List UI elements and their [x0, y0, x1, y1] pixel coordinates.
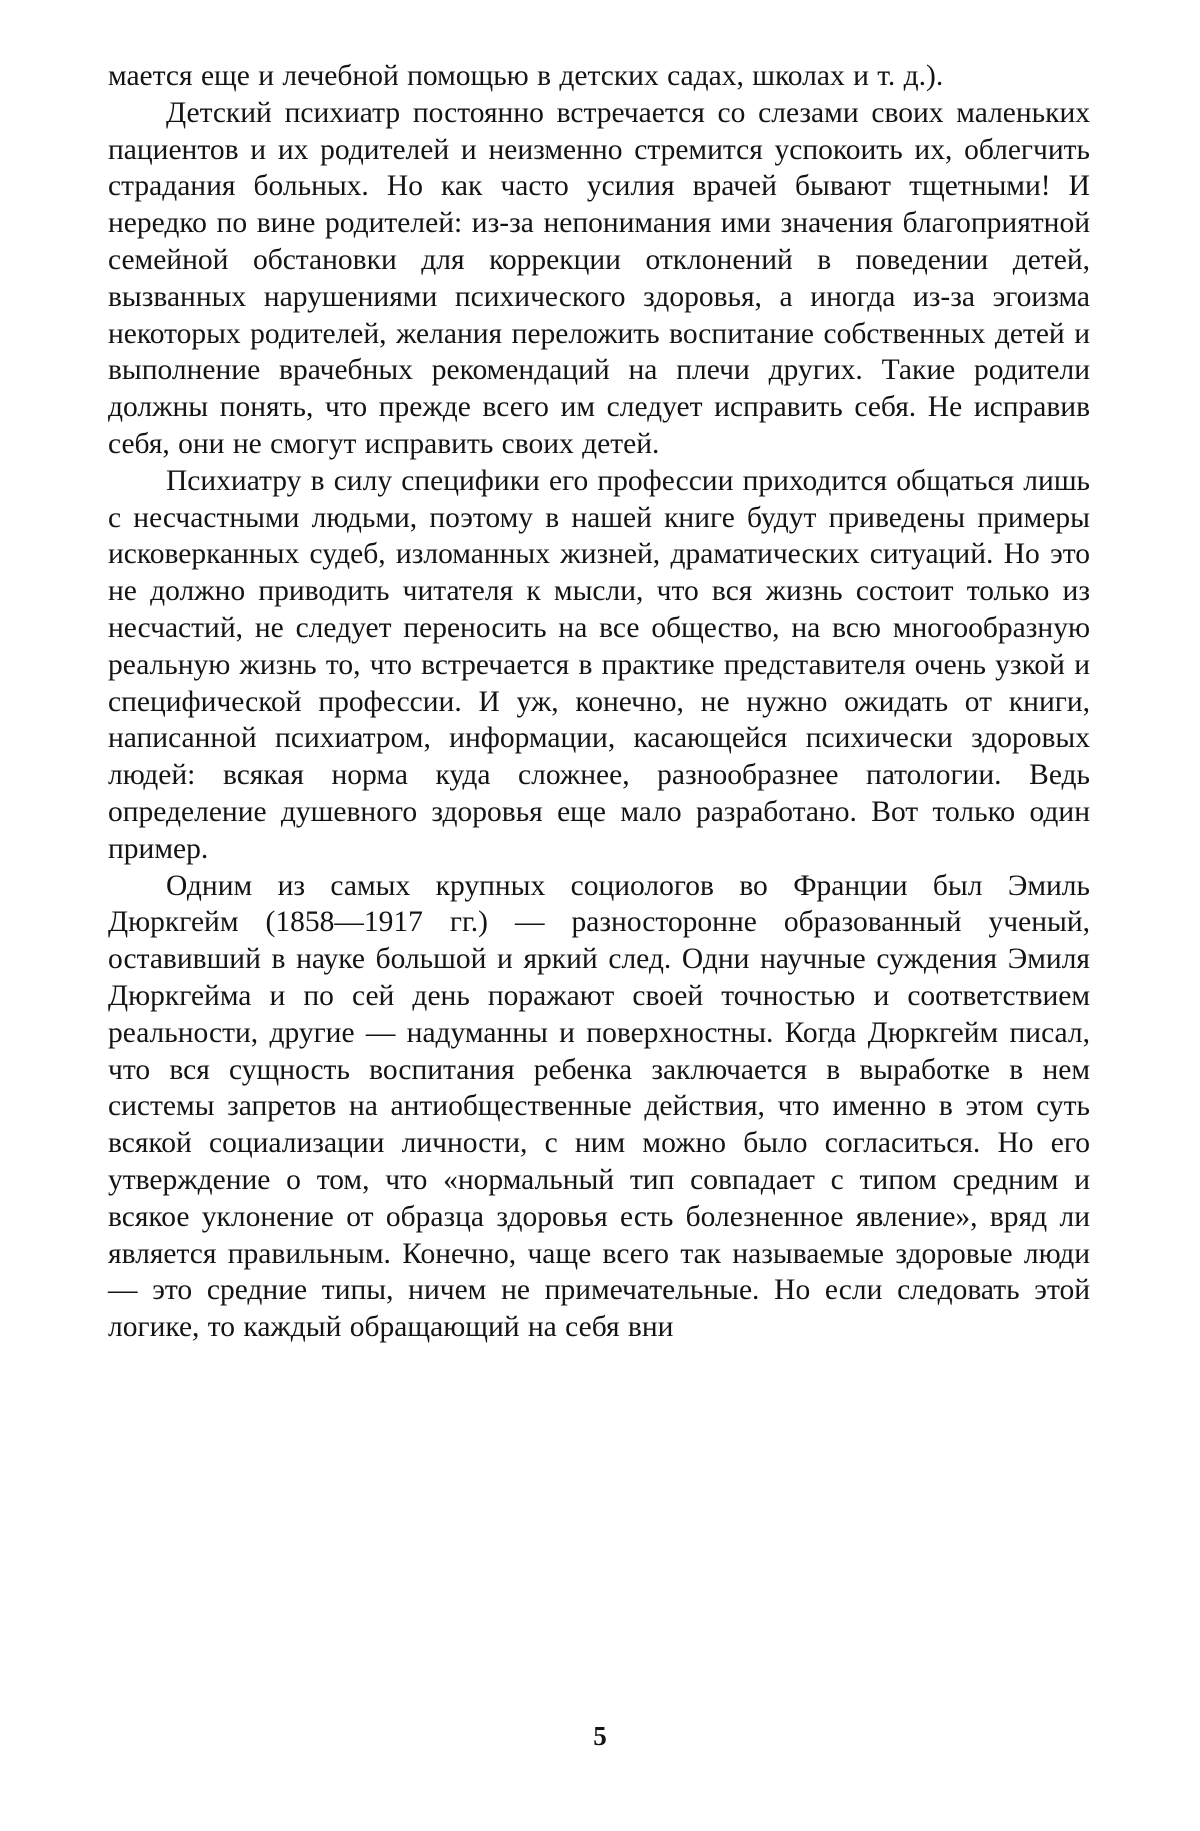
paragraph-child-psychiatrist: Детский психиатр постоянно встречается со слезами своих маленьких пациентов и их родителей и неизменно стремится успокоить их, облегчить страдания больных. Но как часто усилия врачей бывают тщетными! И нередко по вине родителей: из-за непонимания ими значения благоприятной семейной обстановки для коррекции отклонений в поведении детей, вызванных нарушениями психического здоровья, а иногда из-за эгоизма некоторых родителей, желания переложить воспитание собственных детей и выполнение врачебных рекомендаций на плечи других. Такие родители должны понять, что прежде всего им следует исправить себя. Не исправив себя, они не смогут исправить своих детей. [108, 96, 1090, 460]
paragraph-continuation: мается еще и лечебной помощью в детских садах, школах и т. д.). [108, 60, 944, 92]
paragraph-psychiatrist-profession: Психиатру в силу специфики его профессии приходится общаться лишь с несчастными людьми, поэтому в нашей книге будут приведены примеры исковерканных судеб, изломанных жизней, драматических ситуаций. Но это не должно приводить читателя к мысли, что вся жизнь состоит только из несчастий, не следует переносить на все общество, на всю многообразную реальную жизнь то, что встречается в практике представителя очень узкой и специфической профессии. И уж, конечно, не нужно ожидать от книги, написанной психиатром, информации, касающейся психически здоровых людей: всякая норма куда сложнее, разнообразнее патологии. Ведь определение душевного здоровья еще мало разработано. Вот только один пример. [108, 464, 1090, 865]
page-number: 5 [593, 1721, 607, 1751]
book-page-text [108, 58, 1090, 1346]
paragraph-durkheim: Одним из самых крупных социологов во Франции был Эмиль Дюркгейм (1858—1917 гг.) — разносторонне образованный ученый, оставивший в науке большой и яркий след. Одни научные суждения Эмиля Дюркгейма и по сей день поражают своей точностью и соответствием реальности, другие — надуманны и поверхностны. Когда Дюркгейм писал, что вся сущность воспитания ребенка заключается в выработке в нем системы запретов на антиобщественные действия, что именно в этом суть всякой социализации личности, с ним можно было согласиться. Но его утверждение о том, что «нормальный тип совпадает с типом средним и всякое уклонение от образца здоровья есть болезненное явление», вряд ли является правильным. Конечно, чаще всего так называемые здоровые люди — это средние типы, ничем не примечательные. Но если следовать этой логике, то каждый обращающий на себя вни [108, 869, 1090, 1344]
